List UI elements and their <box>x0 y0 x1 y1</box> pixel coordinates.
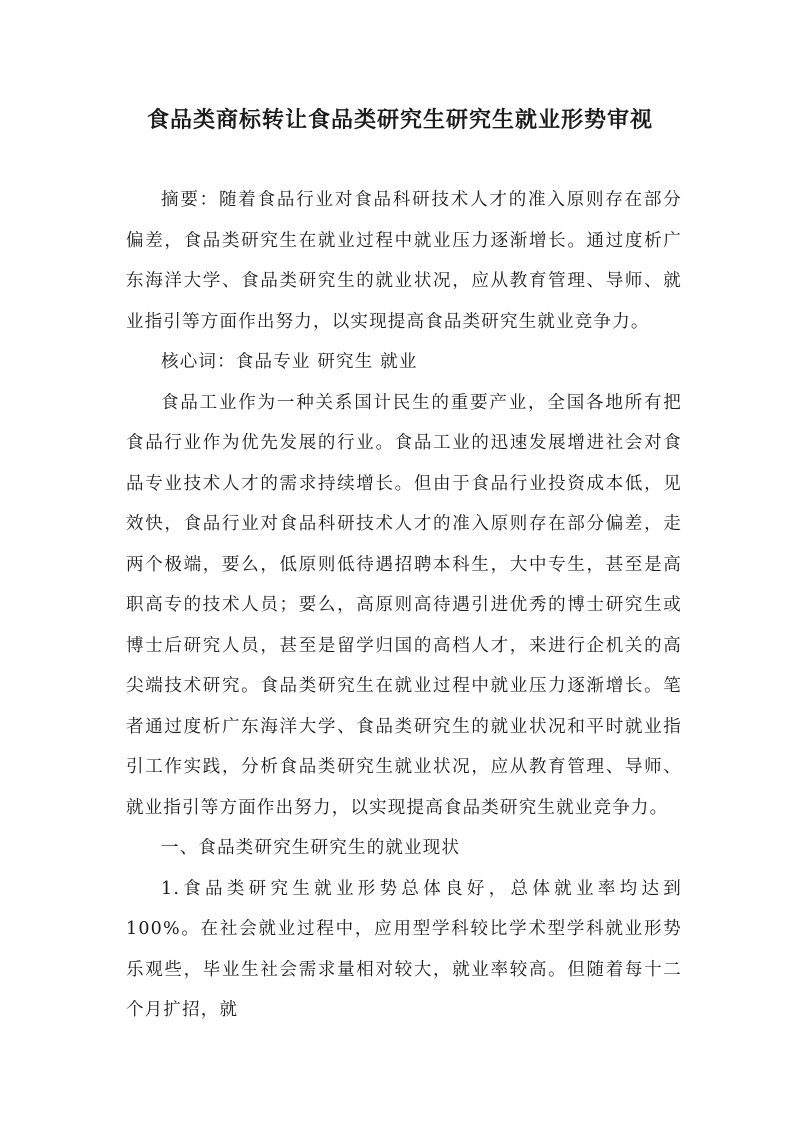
abstract-paragraph: 摘要：随着食品行业对食品科研技术人才的准入原则存在部分偏差，食品类研究生在就业过程中就业压力逐渐增长。通过度析广东海洋大学、食品类研究生的就业状况，应从教育管理、导师、就业指引等方面作出努力，以实现提高食品类研究生就业竞争力。 <box>126 190 682 332</box>
keywords-paragraph: 核心词：食品专业 研究生 就业 <box>161 352 418 372</box>
intro-paragraph: 食品工业作为一种关系国计民生的重要产业，全国各地所有把食品行业作为优先发展的行业。食品工业的迅速发展增进社会对食品专业技术人才的需求持续增长。但由于食品行业投资成本低，见效快，食品行业对食品科研技术人才的准入原则存在部分偏差，走两个极端，要么，低原则低待遇招聘本科生，大中专生，甚至是高职高专的技术人员；要么，高原则高待遇引进优秀的博士研究生或博士后研究人员，甚至是留学归国的高档人才，来进行企机关的高尖端技术研究。食品类研究生在就业过程中就业压力逐渐增长。笔者通过度析广东海洋大学、食品类研究生的就业状况和平时就业指引工作实践，分析食品类研究生就业状况，应从教育管理、导师、就业指引等方面作出努力，以实现提高食品类研究生就业竞争力。 <box>126 392 682 818</box>
section-paragraph: 1.食品类研究生就业形势总体良好，总体就业率均达到100%。在社会就业过程中，应用型学科较比学术型学科就业形势乐观些，毕业生社会需求量相对较大，就业率较高。但随着每十二个月扩招，就 <box>126 878 682 1020</box>
document-title: 食品类商标转让食品类研究生研究生就业形势审视 <box>146 107 653 133</box>
section-heading: 一、食品类研究生研究生的就业现状 <box>161 838 461 858</box>
document-body <box>126 180 682 1031</box>
